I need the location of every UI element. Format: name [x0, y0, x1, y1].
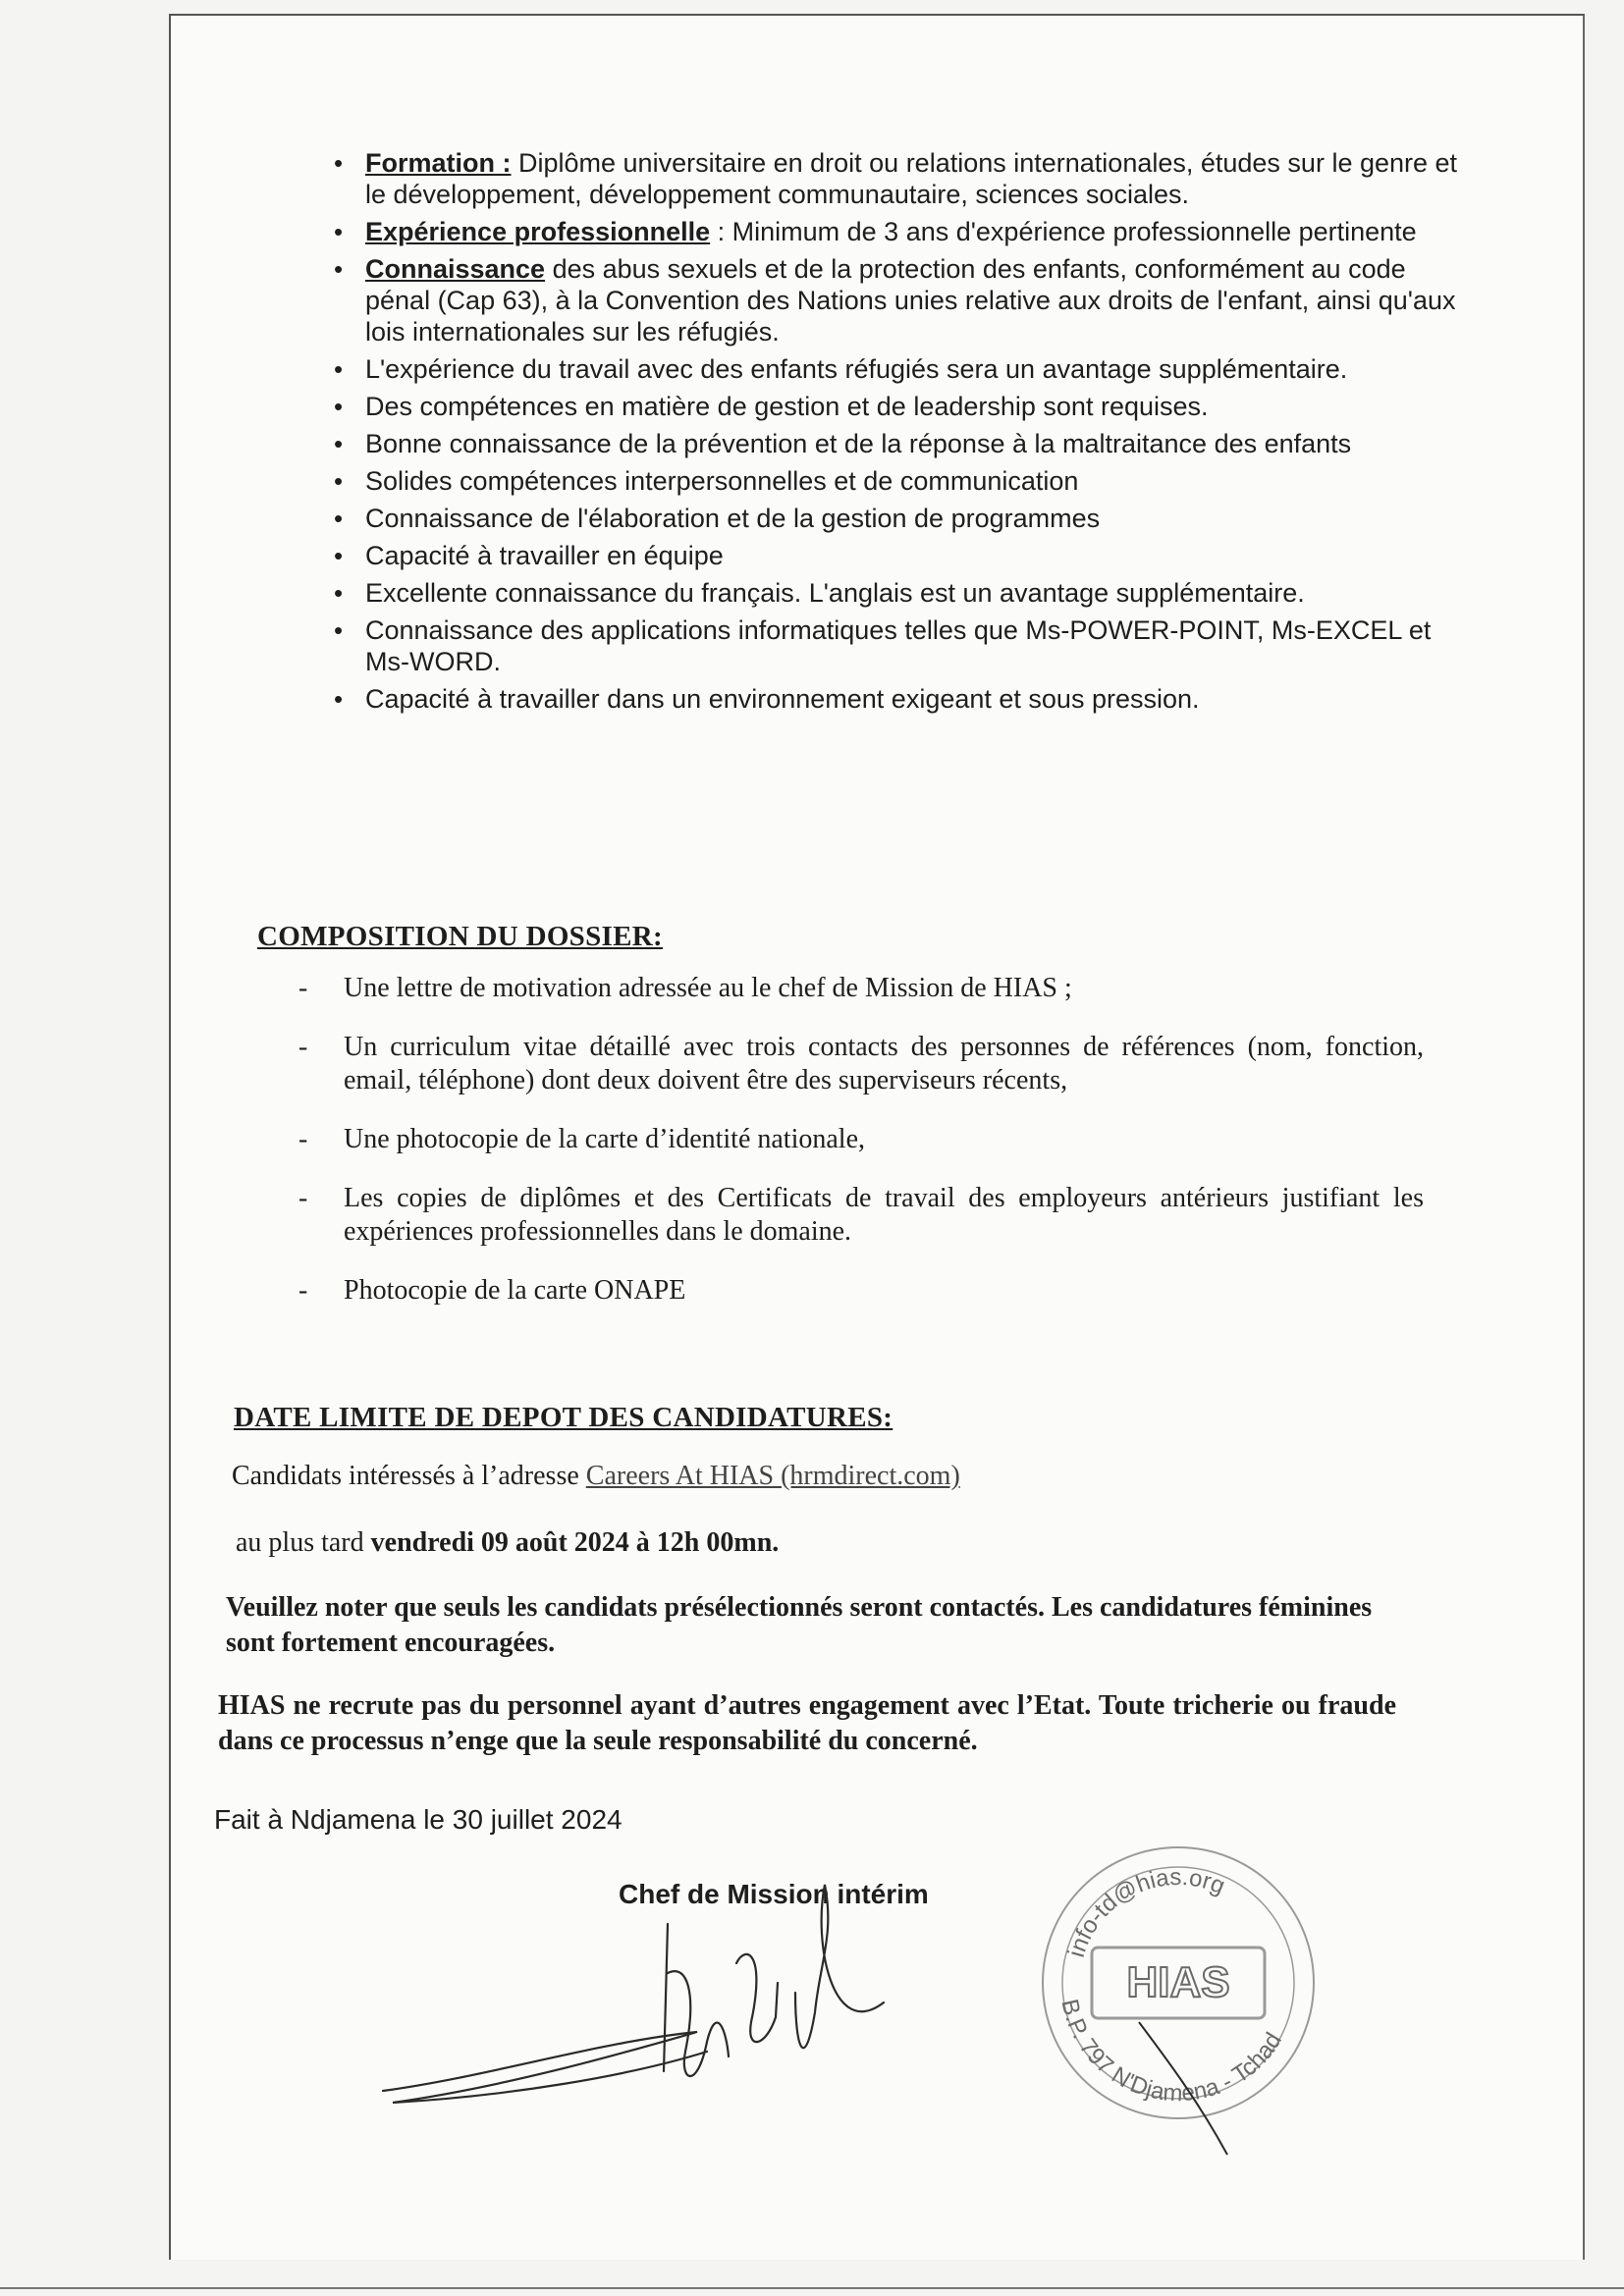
dash-icon: - [298, 1124, 308, 1154]
list-item [314, 428, 1463, 459]
bullet-icon: • [334, 615, 344, 645]
requirement-text: Solides compétences interpersonnelles et de communication [365, 466, 1079, 496]
requirements-list [314, 147, 1463, 721]
list-item [314, 465, 1463, 497]
requirement-text: Des compétences en matière de gestion et de leadership sont requises. [365, 392, 1209, 421]
bullet-icon: • [334, 354, 344, 384]
requirement-text: des abus sexuels et de la protection des enfants, conformément au code pénal (Cap 63), à la Convention des Nations unies relative aux droits de l'enfant, ainsi qu'aux lois internationales sur les réfugiés. [365, 254, 1456, 347]
bullet-icon: • [334, 684, 344, 714]
bullet-icon: • [334, 541, 344, 570]
official-stamp [1031, 1836, 1326, 2160]
list-item [314, 353, 1463, 385]
dash-icon: - [298, 1032, 308, 1062]
list-item [314, 253, 1463, 347]
stamp-top-text: info-td@hias.org [1062, 1863, 1229, 1960]
dossier-item-text: Une photocopie de la carte d’identité nationale, [344, 1124, 866, 1154]
requirement-text: Diplôme universitaire en droit ou relations internationales, études sur le genre et le développement, développement communautaire, sciences sociales. [365, 148, 1458, 209]
requirement-text: : Minimum de 3 ans d'expérience professionnelle pertinente [710, 217, 1417, 246]
bullet-icon: • [334, 148, 344, 178]
list-item [285, 1274, 1424, 1308]
policy-paragraph: HIAS ne recrute pas du personnel ayant d’autres engagement avec l’Etat. Toute tricherie ou fraude dans ce processus n’enge que la seule responsabilité du concerné. [218, 1690, 1396, 1756]
list-item [314, 577, 1463, 609]
requirement-text: L'expérience du travail avec des enfants réfugiés sera un avantage supplémentaire. [365, 354, 1348, 384]
list-item [314, 147, 1463, 210]
place-date: Fait à Ndjamena le 30 juillet 2024 [214, 1804, 623, 1835]
requirement-text: Connaissance de l'élaboration et de la gestion de programmes [365, 504, 1101, 533]
candidates-line [232, 1459, 960, 1494]
note-paragraph: Veuillez noter que seuls les candidats présélectionnés seront contactés. Les candidatures féminines sont fortement encouragées. [226, 1592, 1373, 1658]
dossier-item-text: Une lettre de motivation adressée au le chef de Mission de HIAS ; [344, 973, 1072, 1003]
deadline-line [236, 1525, 779, 1561]
requirement-text: Excellente connaissance du français. L'anglais est un avantage supplémentaire. [365, 578, 1305, 608]
bullet-icon: • [334, 217, 344, 246]
bullet-icon: • [334, 254, 344, 284]
requirement-text: Capacité à travailler en équipe [365, 541, 724, 570]
dash-icon: - [298, 973, 308, 1003]
list-item [314, 683, 1463, 715]
requirement-keyword: Formation : [365, 148, 512, 178]
list-item [285, 1031, 1424, 1097]
dossier-item-text: Les copies de diplômes et des Certificats de travail des employeurs antérieurs justifiant les expériences professionnelles dans le domaine. [344, 1183, 1424, 1247]
signatory-title: Chef de Mission intérim [619, 1879, 929, 1909]
list-item [285, 972, 1424, 1005]
dossier-list [285, 972, 1424, 1333]
list-item [314, 503, 1463, 534]
stamp-center-text: HIAS [1126, 1958, 1230, 2006]
list-item [314, 614, 1463, 677]
stamp-bottom-text: B.P. 797 N'Djamena - Tchad [1056, 1997, 1287, 2108]
dossier-item-text: Photocopie de la carte ONAPE [344, 1275, 686, 1306]
date-prefix: au plus tard [236, 1527, 371, 1558]
requirement-keyword: Connaissance [365, 254, 546, 284]
list-item [314, 391, 1463, 422]
dossier-item-text: Un curriculum vitae détaillé avec trois contacts des personnes de références (nom, fonction, email, téléphone) dont deux doivent être des superviseurs récents, [344, 1032, 1424, 1095]
requirement-text: Bonne connaissance de la prévention et de la réponse à la maltraitance des enfants [365, 429, 1352, 458]
handwritten-signature [373, 1845, 923, 2140]
dash-icon: - [298, 1183, 308, 1213]
bullet-icon: • [334, 392, 344, 421]
list-item [285, 1123, 1424, 1156]
bullet-icon: • [334, 466, 344, 496]
requirement-text: Capacité à travailler dans un environnement exigeant et sous pression. [365, 684, 1200, 714]
bullet-icon: • [334, 429, 344, 458]
dash-icon: - [298, 1275, 308, 1306]
bullet-icon: • [334, 578, 344, 608]
list-item [285, 1182, 1424, 1249]
requirement-keyword: Expérience professionnelle [365, 217, 711, 246]
dossier-heading: COMPOSITION DU DOSSIER: [257, 921, 663, 952]
bullet-icon: • [334, 504, 344, 533]
deadline-heading: DATE LIMITE DE DEPOT DES CANDIDATURES: [234, 1402, 893, 1433]
deadline-date: vendredi 09 août 2024 à 12h 00mn. [370, 1527, 780, 1558]
careers-link[interactable]: Careers At HIAS (hrmdirect.com) [585, 1461, 960, 1491]
candidates-prefix: Candidats intéressés à l’adresse [232, 1461, 586, 1491]
list-item [314, 540, 1463, 571]
requirement-text: Connaissance des applications informatiques telles que Ms-POWER-POINT, Ms-EXCEL et Ms-WORD. [365, 615, 1432, 676]
list-item [314, 216, 1463, 247]
